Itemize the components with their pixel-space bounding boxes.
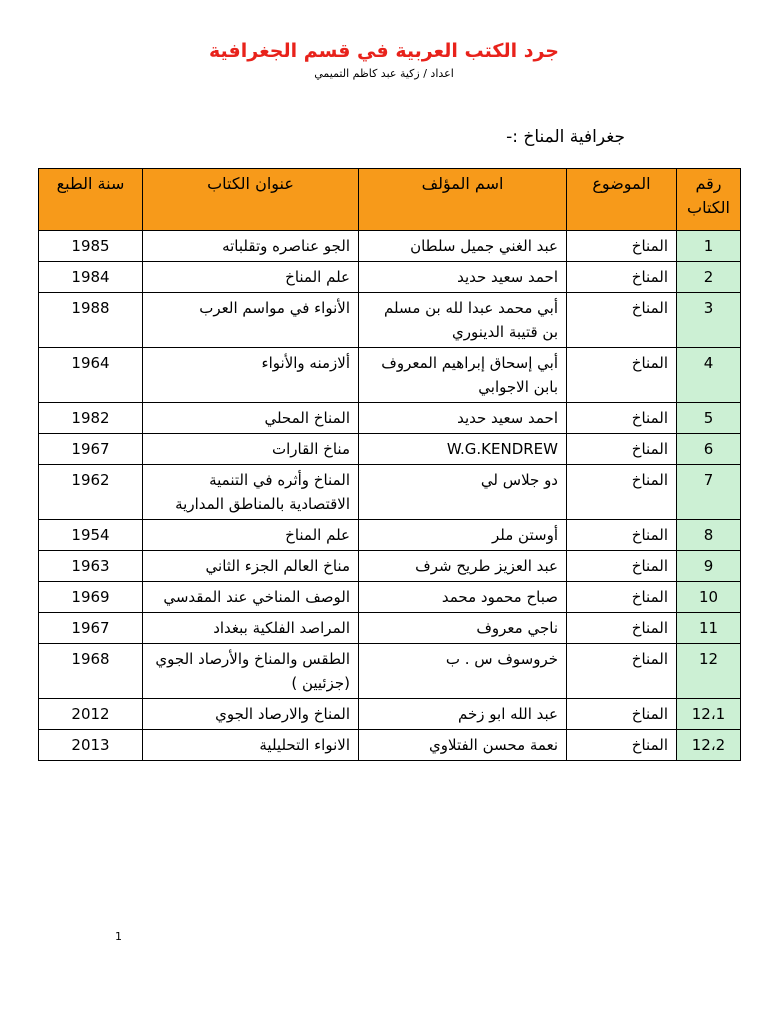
year-cell: 2012 [39, 699, 143, 730]
author-cell: عبد الله ابو زخم [359, 699, 567, 730]
table-row [39, 613, 741, 644]
book-title-cell: المناخ والارصاد الجوي [143, 699, 359, 730]
book-number-cell: 5 [677, 403, 741, 434]
year-cell: 1964 [39, 348, 143, 403]
book-title-cell: علم المناخ [143, 262, 359, 293]
book-number-cell: 1 [677, 231, 741, 262]
book-number-cell: 2 [677, 262, 741, 293]
document-subtitle: اعداد / زكية عبد كاظم التميمي [314, 67, 454, 80]
author-cell: أبي محمد عبدا لله بن مسلم بن قتيبة الدينوري [359, 293, 567, 348]
book-title-cell: علم المناخ [143, 520, 359, 551]
book-number-cell: 12،2 [677, 730, 741, 761]
author-cell: ناجي معروف [359, 613, 567, 644]
table-row [39, 434, 741, 465]
author-cell: احمد سعيد حديد [359, 262, 567, 293]
table-row [39, 262, 741, 293]
table-row [39, 551, 741, 582]
book-title-cell: الوصف المناخي عند المقدسي [143, 582, 359, 613]
book-title-cell: الجو عناصره وتقلباته [143, 231, 359, 262]
table-row [39, 699, 741, 730]
book-title-cell: الأنواء في مواسم العرب [143, 293, 359, 348]
year-cell: 1985 [39, 231, 143, 262]
topic-cell: المناخ [567, 403, 677, 434]
table-row [39, 465, 741, 520]
year-cell: 1954 [39, 520, 143, 551]
topic-cell: المناخ [567, 231, 677, 262]
book-title-cell: المراصد الفلكية ببغداد [143, 613, 359, 644]
table-row [39, 644, 741, 699]
book-number-cell: 9 [677, 551, 741, 582]
header-book-title: عنوان الكتاب [143, 169, 359, 231]
book-number-cell: 12 [677, 644, 741, 699]
book-number-cell: 8 [677, 520, 741, 551]
year-cell: 1963 [39, 551, 143, 582]
book-number-cell: 10 [677, 582, 741, 613]
author-cell: عبد العزيز طريح شرف [359, 551, 567, 582]
author-cell: عبد الغني جميل سلطان [359, 231, 567, 262]
author-cell: احمد سعيد حديد [359, 403, 567, 434]
table-row [39, 403, 741, 434]
year-cell: 1969 [39, 582, 143, 613]
book-title-cell: المناخ المحلي [143, 403, 359, 434]
topic-cell: المناخ [567, 293, 677, 348]
header-book-number: رقم الكتاب [677, 169, 741, 231]
year-cell: 1982 [39, 403, 143, 434]
topic-cell: المناخ [567, 520, 677, 551]
year-cell: 2013 [39, 730, 143, 761]
author-cell: أوستن ملر [359, 520, 567, 551]
year-cell: 1967 [39, 613, 143, 644]
book-number-cell: 12،1 [677, 699, 741, 730]
author-cell: صباح محمود محمد [359, 582, 567, 613]
author-cell: خروسوف س . ب [359, 644, 567, 699]
book-title-cell: مناخ القارات [143, 434, 359, 465]
book-number-cell: 3 [677, 293, 741, 348]
table-row [39, 730, 741, 761]
table-row [39, 582, 741, 613]
topic-cell: المناخ [567, 730, 677, 761]
year-cell: 1962 [39, 465, 143, 520]
topic-cell: المناخ [567, 262, 677, 293]
book-title-cell: الطقس والمناخ والأرصاد الجوي (جزئيين ) [143, 644, 359, 699]
header-author: اسم المؤلف [359, 169, 567, 231]
book-number-cell: 6 [677, 434, 741, 465]
topic-cell: المناخ [567, 465, 677, 520]
books-table [38, 168, 741, 761]
book-number-cell: 11 [677, 613, 741, 644]
topic-cell: المناخ [567, 551, 677, 582]
topic-cell: المناخ [567, 613, 677, 644]
year-cell: 1968 [39, 644, 143, 699]
author-cell: نعمة محسن الفتلاوي [359, 730, 567, 761]
book-number-cell: 7 [677, 465, 741, 520]
year-cell: 1988 [39, 293, 143, 348]
topic-cell: المناخ [567, 644, 677, 699]
book-title-cell: ألازمنه والأنواء [143, 348, 359, 403]
year-cell: 1967 [39, 434, 143, 465]
book-title-cell: المناخ وأثره في التنمية الاقتصادية بالمناطق المدارية [143, 465, 359, 520]
section-heading: جغرافية المناخ :- [506, 127, 625, 147]
topic-cell: المناخ [567, 348, 677, 403]
topic-cell: المناخ [567, 582, 677, 613]
page-number: 1 [115, 930, 122, 943]
topic-cell: المناخ [567, 699, 677, 730]
document-title: جرد الكتب العربية في قسم الجغرافية [209, 40, 559, 62]
table-row [39, 293, 741, 348]
book-number-cell: 4 [677, 348, 741, 403]
author-cell: W.G.KENDREW [359, 434, 567, 465]
table-row [39, 520, 741, 551]
topic-cell: المناخ [567, 434, 677, 465]
table-row [39, 348, 741, 403]
header-year: سنة الطبع [39, 169, 143, 231]
table-header-row [39, 169, 741, 231]
header-topic: الموضوع [567, 169, 677, 231]
year-cell: 1984 [39, 262, 143, 293]
book-title-cell: مناخ العالم الجزء الثاني [143, 551, 359, 582]
author-cell: دو جلاس لي [359, 465, 567, 520]
book-title-cell: الانواء التحليلية [143, 730, 359, 761]
author-cell: أبي إسحاق إبراهيم المعروف بابن الاجوابي [359, 348, 567, 403]
table-row [39, 231, 741, 262]
